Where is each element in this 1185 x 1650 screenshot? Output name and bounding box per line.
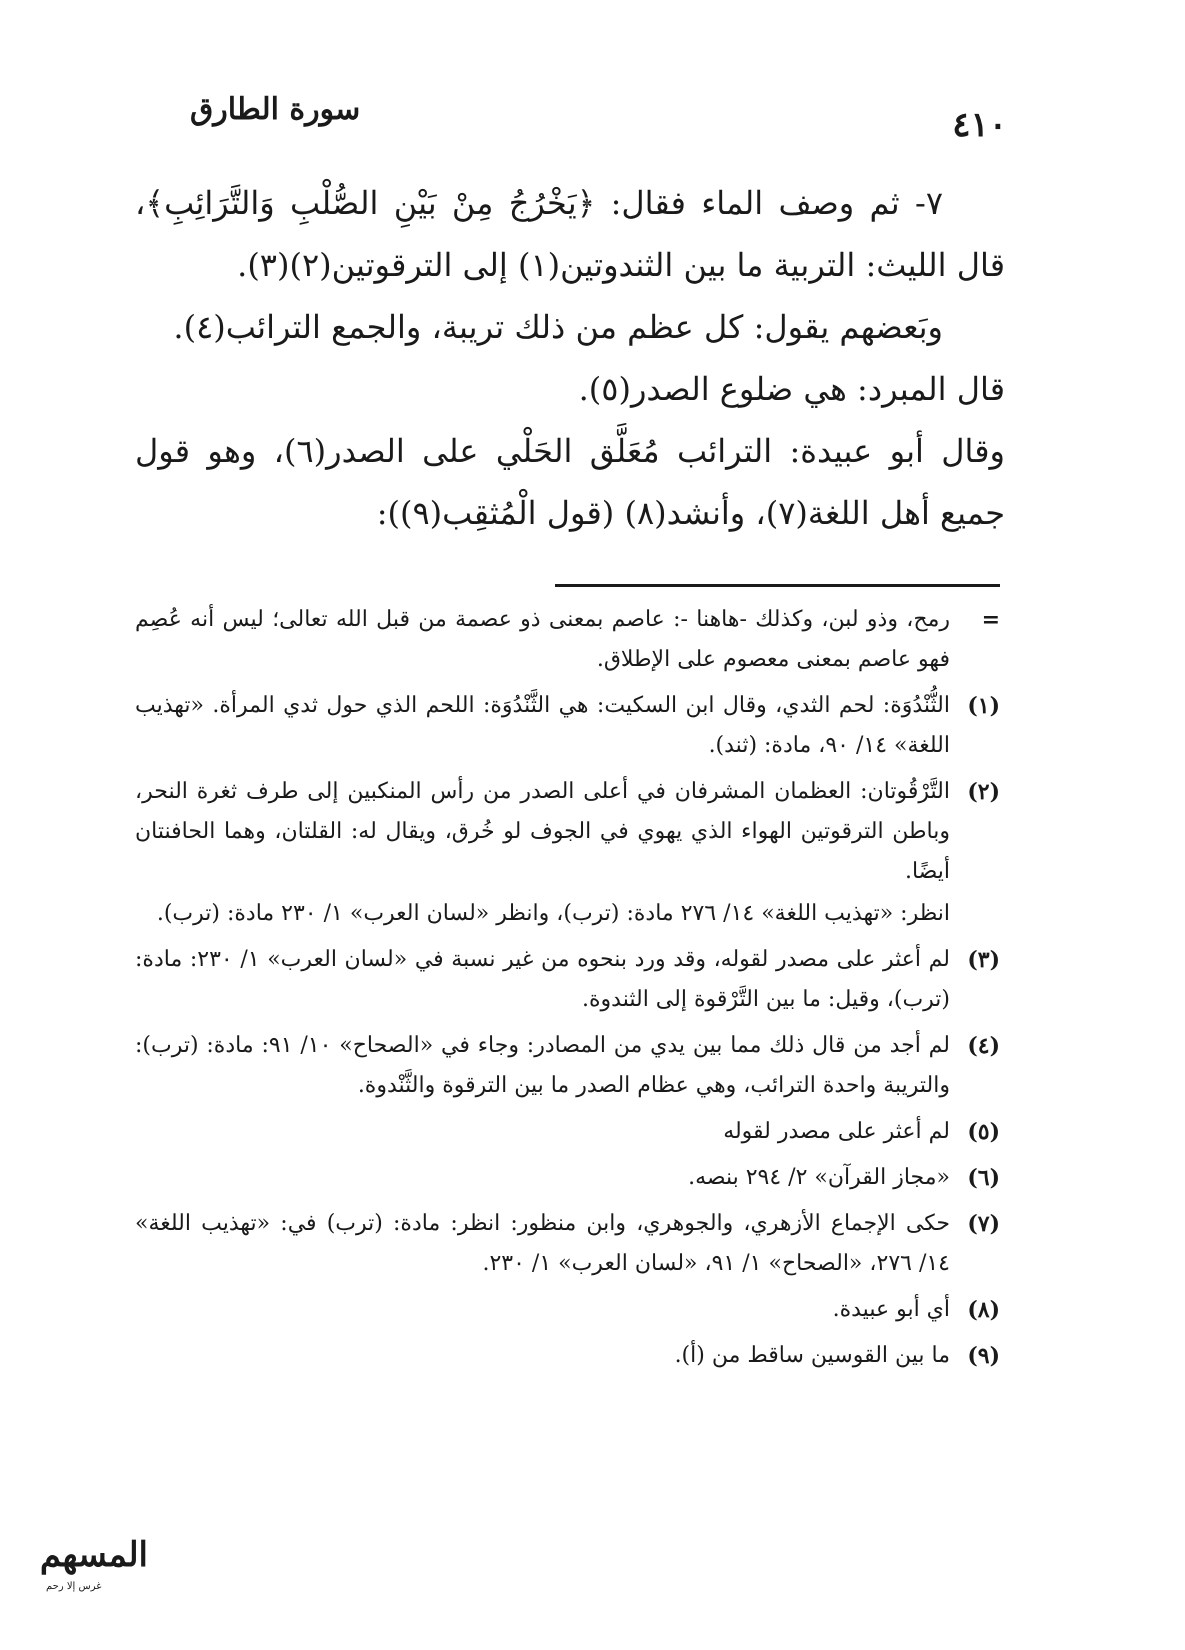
footnote-7 bbox=[135, 1204, 1000, 1284]
footnote-5 bbox=[135, 1112, 1000, 1152]
footnote-number: (٢) bbox=[967, 779, 1000, 805]
footnote-text: «مجاز القرآن» ٢/ ٢٩٤ بنصه. bbox=[688, 1165, 950, 1190]
paragraph-abu-ubayda: وقال أبو عبيدة: الترائب مُعَلَّق الحَلْي على الصدر(٦)، وهو قول جميع أهل اللغة(٧)، وأنشد(٨) (قول الْمُثقِب(٩)): bbox=[135, 432, 1006, 532]
footnote-number: (٣) bbox=[967, 947, 1000, 973]
footnote-4 bbox=[135, 1026, 1000, 1106]
footnote-number: = bbox=[981, 607, 1000, 633]
footnote-number: (١) bbox=[967, 693, 1000, 719]
paragraph-some-say: وبَعضهم يقول: كل عظم من ذلك تريبة، والجمع الترائب(٤). bbox=[173, 308, 943, 346]
page-number: ٤١٠ bbox=[952, 105, 1007, 145]
footnote-3 bbox=[135, 940, 1000, 1020]
logo-subtext: غرس إلا رحم bbox=[46, 1581, 102, 1592]
logo-text: المسهم bbox=[39, 1535, 148, 1575]
footnote-text: التَّرْقُوتان: العظمان المشرفان في أعلى الصدر من رأس المنكبين إلى طرف ثغرة النحر، وباطن الترقوتين الهواء الذي يهوي في الجوف لو خُرق، ويقال له: القلتان، وهما الحافنتان أيضًا. bbox=[135, 779, 950, 884]
footnote-divider bbox=[555, 584, 1000, 587]
surah-title: سورة الطارق bbox=[190, 92, 361, 127]
footnote-reference: انظر: «تهذيب اللغة» ١٤/ ٢٧٦ مادة: (ترب)، وانظر «لسان العرب» ١/ ٢٣٠ مادة: (ترب). bbox=[156, 901, 950, 926]
footnotes-list bbox=[135, 600, 1000, 1382]
footnote-9 bbox=[135, 1336, 1000, 1376]
footnote-text: لم أعثر على مصدر لقوله bbox=[723, 1119, 950, 1144]
footnote-1 bbox=[135, 686, 1000, 766]
main-text bbox=[135, 172, 1005, 544]
publisher-logo bbox=[8, 1535, 148, 1615]
paragraph-verse-7: ٧- ثم وصف الماء فقال: ﴿يَخْرُجُ مِنْ بَيْنِ الصُّلْبِ وَالتَّرَائِبِ﴾، قال الليث: التربية ما بين الثندوتين(١) إلى الترقوتين(٢)(٣). bbox=[135, 184, 1005, 284]
footnote-8 bbox=[135, 1290, 1000, 1330]
footnote-text: لم أعثر على مصدر لقوله، وقد ورد بنحوه من غير نسبة في «لسان العرب» ١/ ٢٣٠: مادة: (ترب)، وقيل: ما بين التَّرْقوة إلى الثندوة. bbox=[135, 947, 950, 1012]
footnote-text: حكى الإجماع الأزهري، والجوهري، وابن منظور: انظر: مادة: (ترب) في: «تهذيب اللغة» ١٤/ ٢٧٦، «الصحاح» ١/ ٩١، «لسان العرب» ١/ ٢٣٠. bbox=[135, 1211, 950, 1276]
paragraph-mubarrad: قال المبرد: هي ضلوع الصدر(٥). bbox=[578, 370, 1005, 408]
footnote-number: (٦) bbox=[967, 1165, 1000, 1191]
footnote-6 bbox=[135, 1158, 1000, 1198]
footnote-2 bbox=[135, 772, 1000, 934]
footnote-number: (٨) bbox=[967, 1297, 1000, 1323]
footnote-text: رمح، وذو لبن، وكذلك -هاهنا -: عاصم بمعنى ذو عصمة من قبل الله تعالى؛ ليس أنه عُصِم فهو عاصم بمعنى معصوم على الإطلاق. bbox=[135, 607, 950, 672]
footnote-continued bbox=[135, 600, 1000, 680]
footnote-text: لم أجد من قال ذلك مما بين يدي من المصادر: وجاء في «الصحاح» ١٠/ ٩١: مادة: (ترب): والتريبة واحدة الترائب، وهي عظام الصدر ما بين الترقوة والثَّنْدوة. bbox=[135, 1033, 951, 1098]
footnote-text: الثُّنْدُوَة: لحم الثدي، وقال ابن السكيت: هي الثَّنْدُوَة: اللحم الذي حول ثدي المرأة. «تهذيب اللغة» ١٤/ ٩٠، مادة: (ثند). bbox=[135, 693, 950, 758]
footnote-text: أي أبو عبيدة. bbox=[832, 1297, 950, 1322]
footnote-number: (٤) bbox=[967, 1033, 1000, 1059]
footnote-text: ما بين القوسين ساقط من (أ). bbox=[674, 1343, 950, 1368]
footnote-number: (٩) bbox=[967, 1343, 1000, 1369]
footnote-number: (٧) bbox=[967, 1211, 1000, 1237]
footnote-number: (٥) bbox=[967, 1119, 1000, 1145]
